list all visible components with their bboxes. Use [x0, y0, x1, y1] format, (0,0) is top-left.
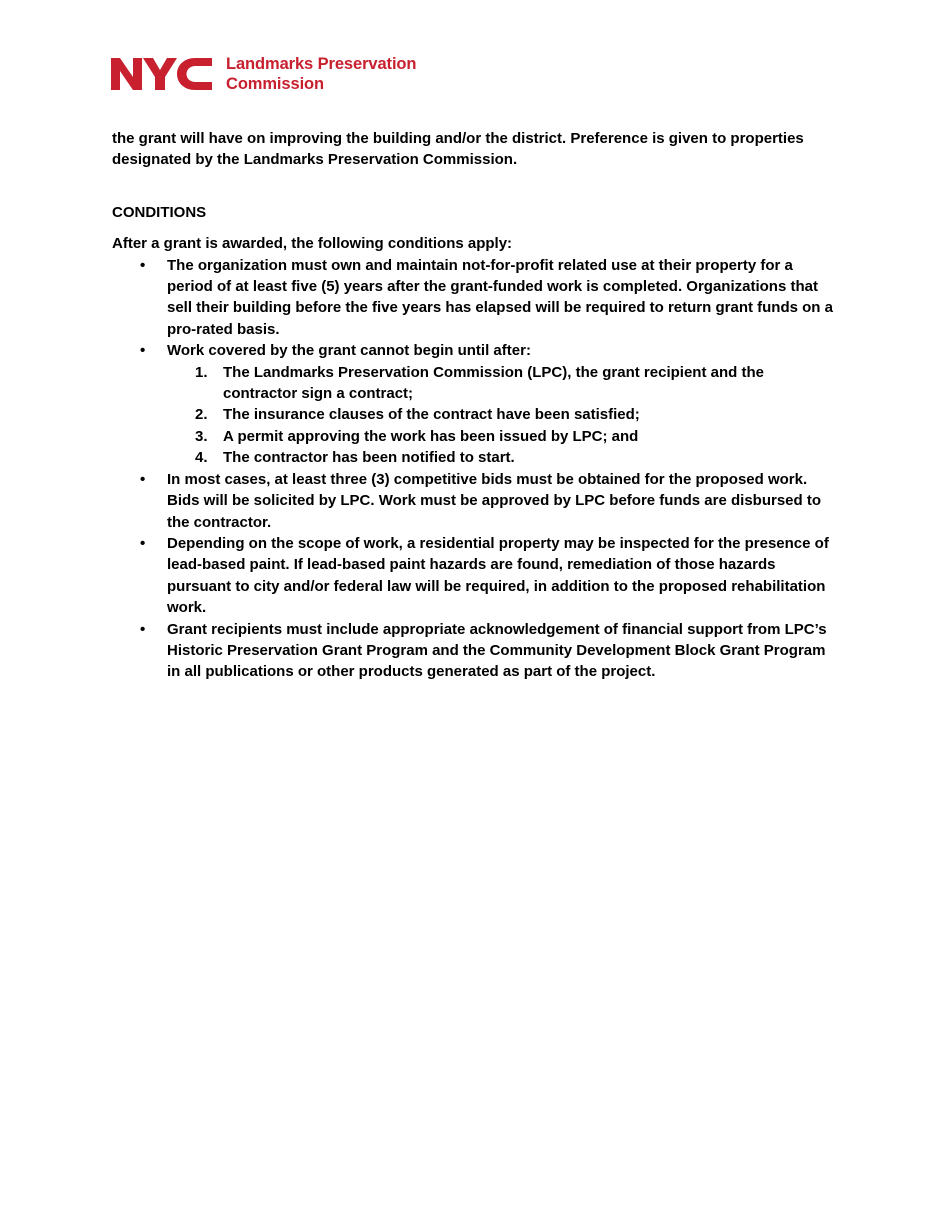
step-text: The insurance clauses of the contract have been satisfied; [223, 406, 640, 424]
intro-paragraph: the grant will have on improving the building and/or the district. Preference is given to properties designated by the Landmarks Preservation Commission. [112, 130, 804, 169]
org-name [226, 54, 416, 94]
list-item [112, 469, 842, 533]
org-name-line-2: Commission [226, 75, 325, 93]
step-number: 1. [195, 363, 208, 381]
conditions-lead: After a grant is awarded, the following conditions apply: [112, 235, 513, 253]
list-item-text: Grant recipients must include appropriate acknowledgement of financial support from LPC’s Historic Preservation Grant Program and the Community Development Block Grant Program in all publications or other products generated as part of the project. [167, 620, 827, 681]
list-item [112, 533, 842, 619]
step-text: A permit approving the work has been issued by LPC; and [223, 427, 639, 445]
list-item [112, 619, 842, 683]
list-item [112, 340, 842, 468]
step-number: 3. [195, 427, 208, 445]
list-item-text: Depending on the scope of work, a residential property may be inspected for the presence of lead-based paint. If lead-based paint hazards are found, remediation of those hazards pursuant to city and/or federal law will be required, in addition to the proposed rehabilitation work. [167, 534, 829, 617]
conditions-list [112, 255, 842, 683]
step-text: The Landmarks Preservation Commission (LPC), the grant recipient and the contractor sign a contract; [223, 363, 764, 403]
nyc-logo-icon [111, 56, 213, 92]
step-text: The contractor has been notified to start. [223, 449, 515, 467]
section-heading: CONDITIONS [112, 203, 207, 221]
step-number: 2. [195, 406, 208, 424]
step-number: 4. [195, 449, 208, 467]
step-item [167, 426, 842, 447]
step-item [167, 404, 842, 425]
list-item-text: The organization must own and maintain not-for-profit related use at their property for a period of at least five (5) years after the grant-funded work is completed. Organizations that sell their building before the five years has elapsed will be required to return grant funds on a pro-rated basis. [167, 256, 833, 338]
document-body [112, 128, 842, 683]
nyc-lpc-logo [111, 54, 416, 94]
prerequisite-steps [167, 362, 842, 469]
list-item-text: In most cases, at least three (3) competitive bids must be obtained for the proposed work. Bids will be solicited by LPC. Work must be approved by LPC before funds are disbursed to the contractor. [167, 470, 822, 531]
step-item [167, 447, 842, 468]
step-item [167, 362, 842, 405]
list-item [112, 255, 842, 341]
org-name-line-1: Landmarks Preservation [226, 55, 417, 73]
list-item-text: Work covered by the grant cannot begin until after: [167, 342, 531, 360]
